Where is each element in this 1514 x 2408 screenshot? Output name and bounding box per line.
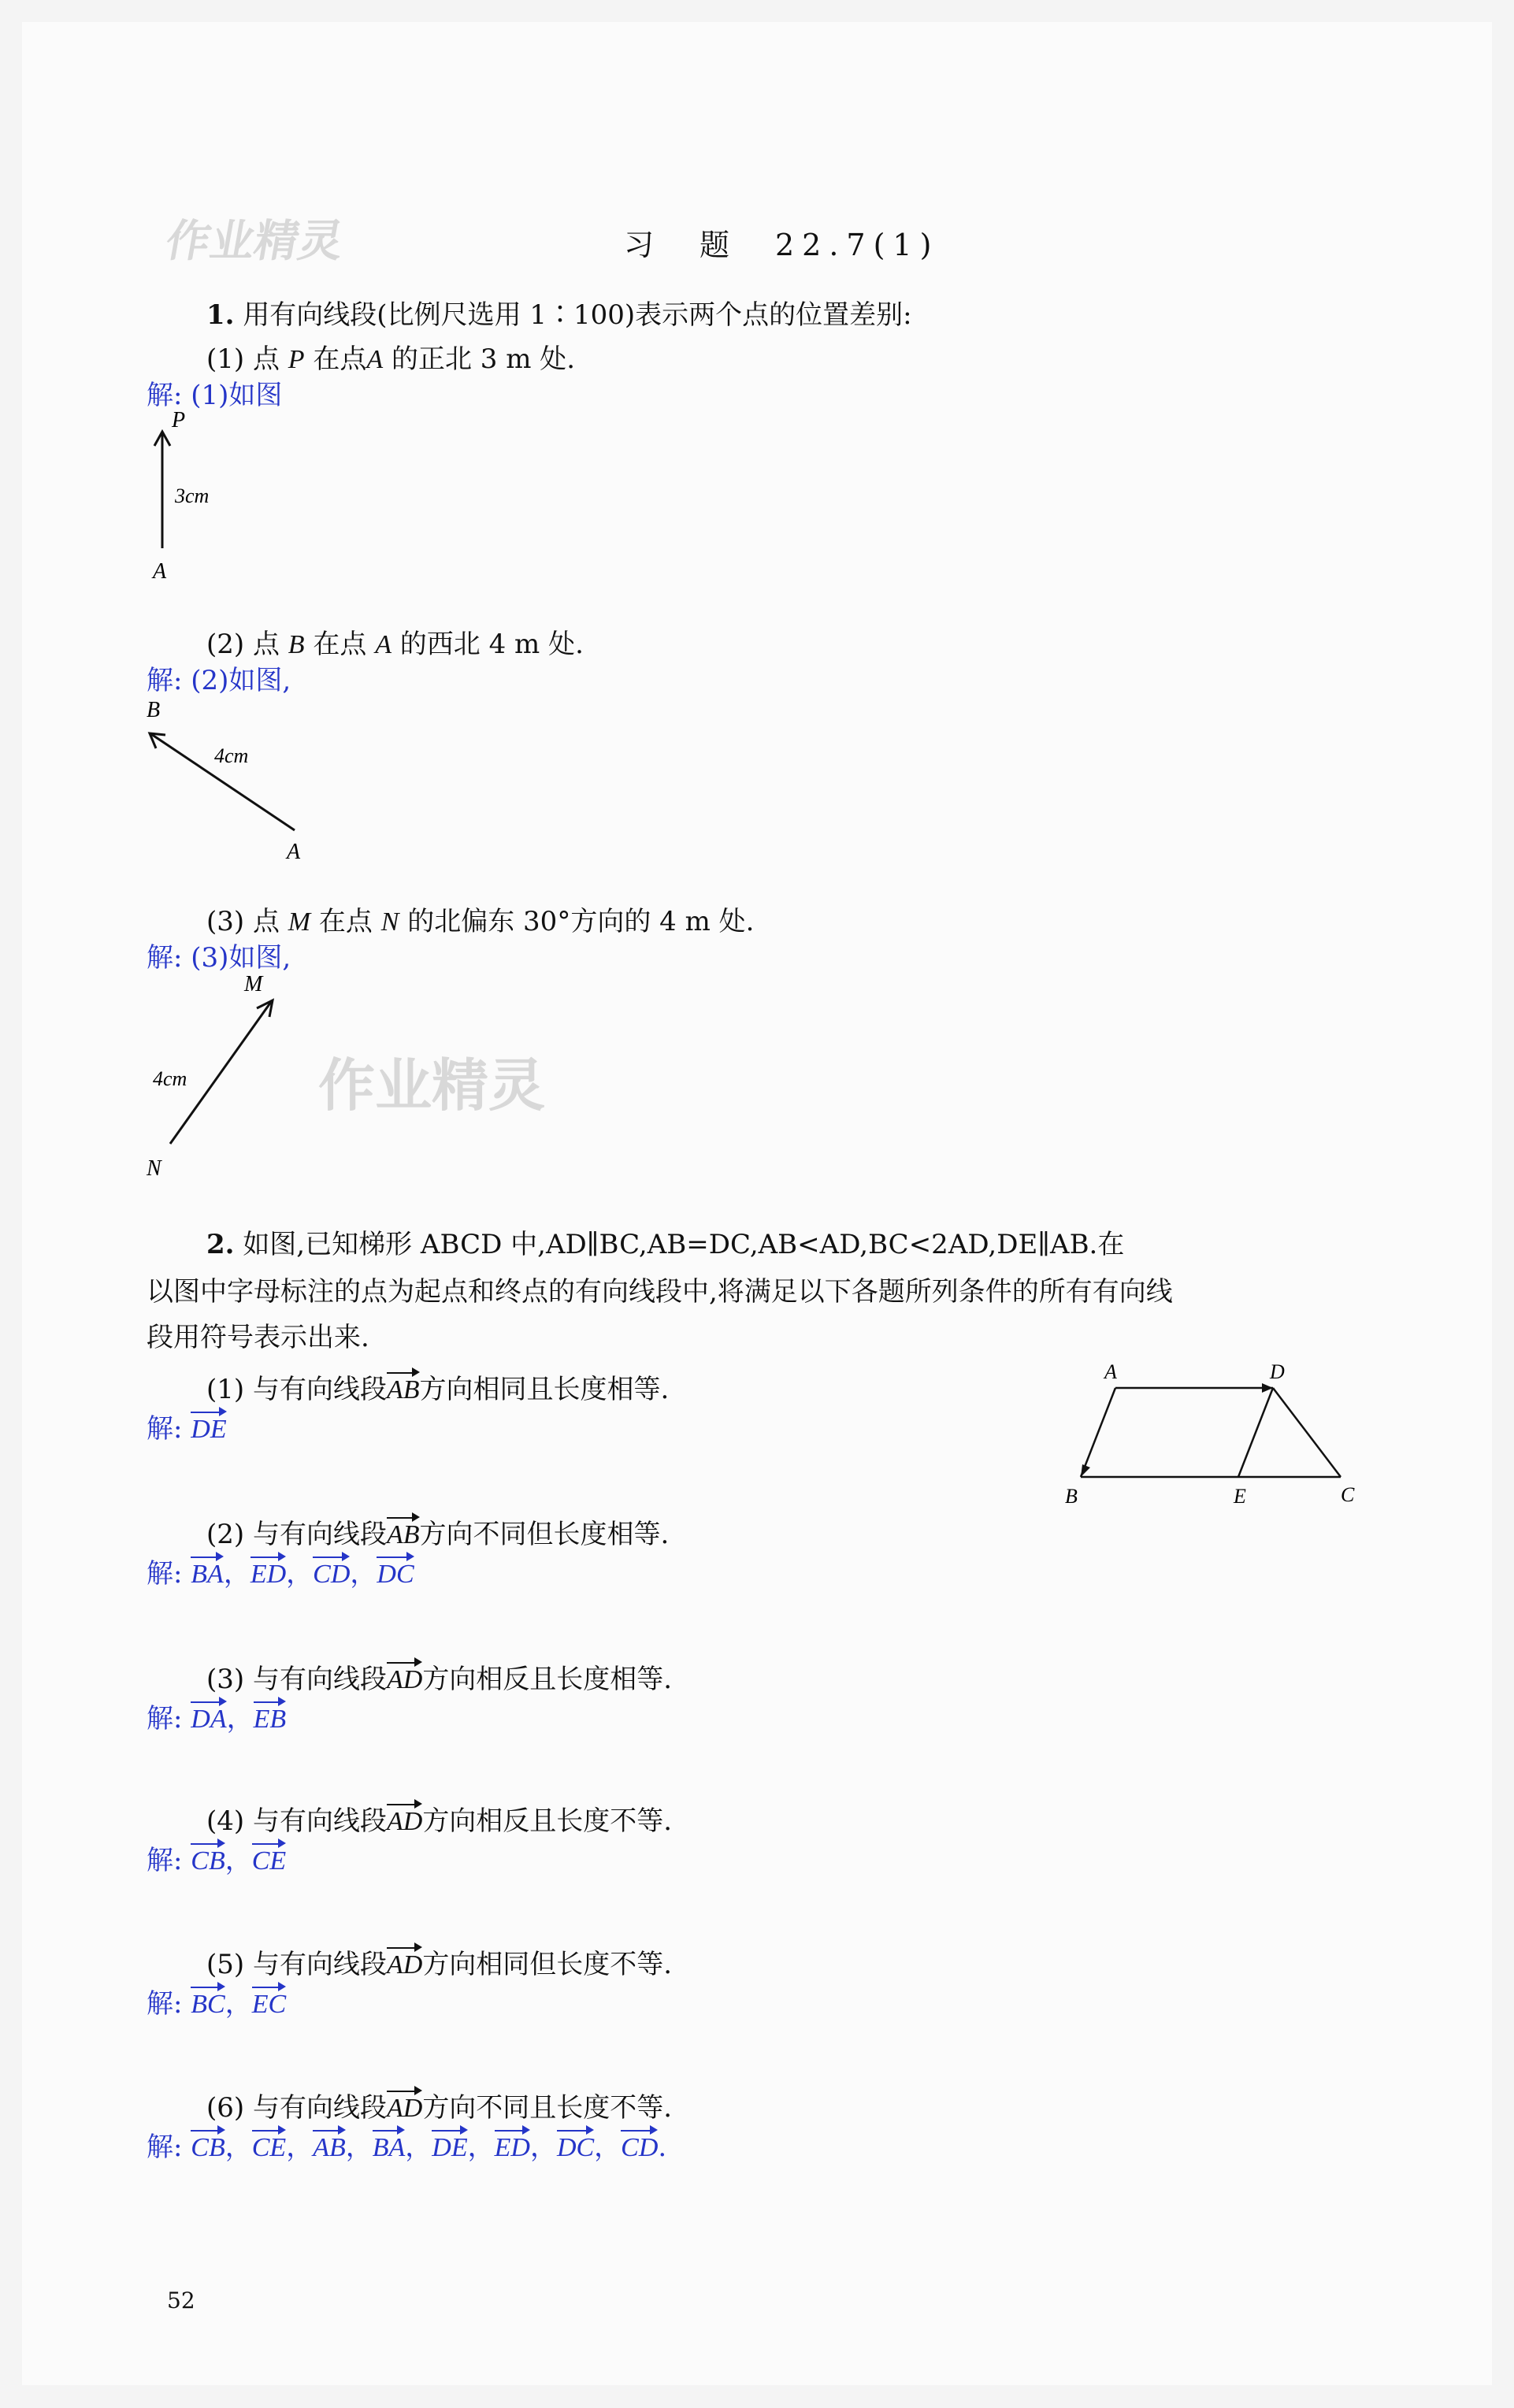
- q2-item-3: [206, 1657, 672, 1696]
- label-N: N: [147, 1156, 161, 1181]
- vector-symbol: AB: [386, 1375, 420, 1404]
- answer-label: 解:: [147, 1845, 183, 1876]
- separator: ，: [594, 2132, 622, 2163]
- q2-item-pre: 与有向线段: [252, 2092, 387, 2124]
- question-1-number: 1.: [206, 299, 235, 331]
- answer-vector: ED: [494, 2133, 530, 2162]
- q2-item-number: (6): [206, 2092, 245, 2124]
- answer-vector: CB: [191, 2133, 225, 2162]
- separator: ，: [225, 2132, 252, 2163]
- answer-vector: DE: [191, 1415, 227, 1444]
- answer-label: 解:: [147, 2132, 183, 2163]
- figure-1-3: [139, 969, 296, 1182]
- q2-item-post: 方向相反且长度不等.: [422, 1805, 673, 1837]
- question-2-line2: 以图中字母标注的点为起点和终点的有向线段中,将满足以下各题所列条件的所有有向线: [147, 1276, 1173, 1308]
- label-A: A: [153, 559, 167, 584]
- label-D: D: [1270, 1363, 1285, 1383]
- q2-item-2-answer: [147, 1552, 414, 1590]
- answer-vector: BA: [372, 2133, 406, 2162]
- q2-item-6: [206, 2086, 672, 2124]
- q1-part1-number: (1): [206, 343, 245, 375]
- answer-vector: BA: [191, 1560, 224, 1589]
- answer-vector: DE: [432, 2133, 468, 2162]
- answer-label: 解:: [147, 1988, 183, 2020]
- q1-part2: (2) 点 B 在点 A 的西北 4 m 处.: [206, 629, 584, 660]
- separator: ，: [350, 1558, 377, 1590]
- separator: ，: [286, 2132, 314, 2163]
- answer-vector: CD: [621, 2133, 659, 2162]
- vector-symbol: AD: [386, 1950, 423, 1979]
- q2-item-post: 方向相同但长度不等.: [422, 1949, 673, 1980]
- answer-label: 解:: [147, 1703, 183, 1735]
- segment-DC: [1273, 1388, 1341, 1477]
- watermark-top: 作业精灵: [161, 216, 347, 267]
- answer-vector: EB: [253, 1705, 287, 1734]
- q1-part3: (3) 点 M 在点 N 的北偏东 30°方向的 4 m 处.: [206, 906, 755, 937]
- label-length: 4cm: [214, 744, 249, 767]
- answer-vector: CB: [191, 1846, 225, 1876]
- q2-item-3-answer: [147, 1697, 286, 1735]
- q2-item-number: (4): [206, 1805, 245, 1837]
- q2-item-2: [206, 1512, 669, 1551]
- label-B: B: [147, 698, 161, 722]
- answer-label: 解:: [147, 1413, 183, 1445]
- q2-item-post: 方向相同且长度相等.: [419, 1374, 670, 1405]
- question-2-line3: 段用符号表示出来.: [147, 1322, 369, 1353]
- figure-1-1: [142, 410, 260, 591]
- answer-vector: ED: [250, 1560, 287, 1589]
- label-M: M: [244, 972, 263, 996]
- q2-item-6-answer: [147, 2125, 666, 2164]
- question-1-text: 用有向线段(比例尺选用 1∶100)表示两个点的位置差别:: [243, 299, 912, 331]
- figure-1-2: [139, 693, 320, 874]
- q2-item-number: (3): [206, 1664, 245, 1695]
- separator: ，: [405, 2132, 432, 2163]
- answer-vector: DA: [191, 1705, 227, 1734]
- question-2-line1: [206, 1223, 1124, 1261]
- q1-part1-answer: 解: (1)如图: [147, 380, 283, 411]
- vector-symbol: AD: [386, 1807, 423, 1836]
- vector-symbol: AB: [386, 1520, 420, 1549]
- watermark-middle: 作业精灵: [318, 1052, 546, 1119]
- q2-item-pre: 与有向线段: [252, 1519, 387, 1550]
- question-2-number: 2.: [206, 1229, 235, 1260]
- q1-part3-number: (3): [206, 906, 245, 937]
- q2-item-post: 方向相反且长度相等.: [422, 1664, 673, 1695]
- separator: ，: [529, 2132, 557, 2163]
- separator: ，: [226, 1703, 254, 1735]
- separator: ，: [223, 1558, 250, 1590]
- answer-vector: DC: [377, 1560, 414, 1589]
- label-A: A: [287, 840, 301, 864]
- answer-vector: CD: [313, 1560, 351, 1589]
- q2-item-pre: 与有向线段: [252, 1374, 387, 1405]
- q2-item-5-answer: [147, 1982, 286, 2020]
- segment-AB: [1081, 1388, 1115, 1477]
- q2-item-4-answer: [147, 1838, 286, 1877]
- q2-item-pre: 与有向线段: [252, 1805, 387, 1837]
- label-C: C: [1341, 1483, 1355, 1506]
- separator: ，: [467, 2132, 495, 2163]
- q2-item-5: [206, 1942, 672, 1981]
- arrowhead-icon: [257, 1000, 273, 1017]
- answer-vector: CE: [251, 1846, 287, 1876]
- q2-item-post: 方向不同且长度不等.: [422, 2092, 673, 2124]
- figure-trapezoid: [1056, 1363, 1371, 1512]
- separator: ，: [286, 1558, 314, 1590]
- answer-vector: CE: [251, 2133, 287, 2162]
- label-A: A: [1104, 1363, 1117, 1383]
- answer-vector: EC: [251, 1990, 287, 2019]
- q1-part3-answer: 解: (3)如图,: [147, 942, 291, 974]
- q2-item-pre: 与有向线段: [252, 1664, 387, 1695]
- separator: ，: [225, 1988, 252, 2020]
- separator: ，: [345, 2132, 373, 2163]
- vector-symbol: AD: [386, 1665, 423, 1694]
- answer-vector: BC: [191, 1990, 225, 2019]
- q2-item-1-answer: [147, 1407, 227, 1445]
- q2-item-number: (1): [206, 1374, 245, 1405]
- page-number: 52: [167, 2287, 195, 2313]
- answer-vector: AB: [313, 2133, 346, 2162]
- answer-vector: DC: [556, 2133, 595, 2162]
- q2-item-1: [206, 1367, 669, 1406]
- vector-symbol: AD: [386, 2094, 423, 2123]
- label-length: 3cm: [175, 484, 210, 507]
- label-length: 4cm: [153, 1067, 187, 1090]
- q2-item-4: [206, 1799, 672, 1838]
- label-P: P: [172, 410, 186, 432]
- answer-label: 解:: [147, 1558, 183, 1590]
- label-E: E: [1234, 1485, 1246, 1508]
- q1-part1: (1) 点 P 在点A 的正北 3 m 处.: [206, 343, 576, 375]
- separator: ，: [225, 1845, 252, 1876]
- page-title: 习 题 22.7(1): [624, 228, 940, 262]
- q1-part2-answer: 解: (2)如图,: [147, 665, 291, 696]
- period: .: [658, 2132, 667, 2163]
- q2-item-number: (5): [206, 1949, 245, 1980]
- arrowhead-icon: [1081, 1464, 1090, 1477]
- q2-item-post: 方向不同但长度相等.: [419, 1519, 670, 1550]
- q2-item-pre: 与有向线段: [252, 1949, 387, 1980]
- segment-DE: [1238, 1388, 1273, 1477]
- question-1: [206, 293, 912, 332]
- q2-item-number: (2): [206, 1519, 245, 1550]
- q1-part2-number: (2): [206, 629, 245, 660]
- label-B: B: [1065, 1485, 1078, 1508]
- question-2-text-1: 如图,已知梯形 ABCD 中,AD∥BC,AB=DC,AB<AD,BC<2AD,DE∥AB.在: [243, 1229, 1125, 1260]
